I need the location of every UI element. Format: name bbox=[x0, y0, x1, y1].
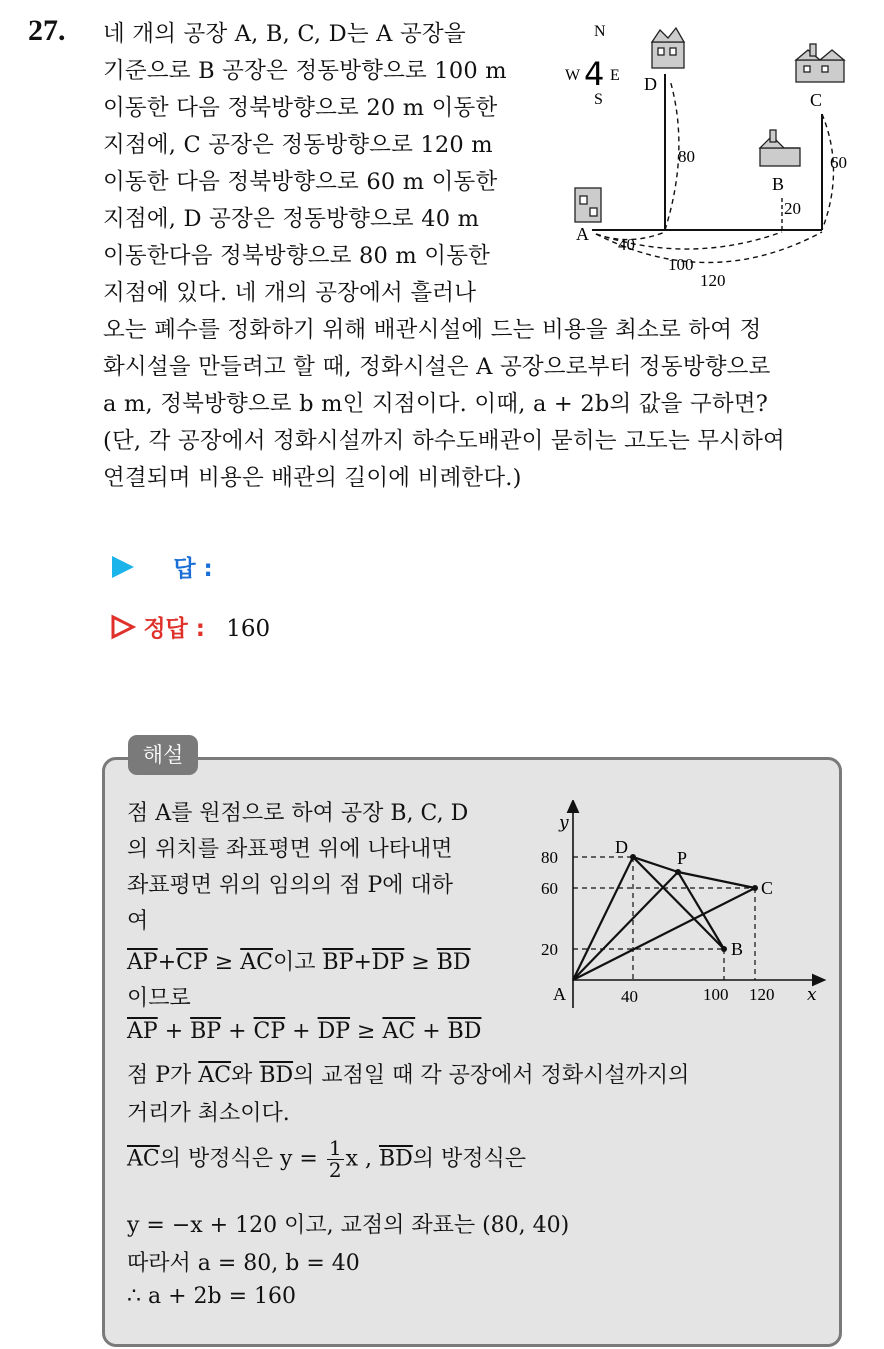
solution-line-4: 여 bbox=[127, 909, 149, 934]
factory-c-icon bbox=[796, 44, 844, 82]
correct-answer-row bbox=[110, 610, 270, 643]
solution-inequality-1: $\overline{AP}+\overline{CP} \ge \overline{AC}$이고 $\overline{BP}+\overline{DP} \ge \overline{BD}$ bbox=[127, 950, 471, 975]
question-line-4: 지점에, C 공장은 정동방향으로 120 m bbox=[103, 132, 493, 158]
graph-point-p: P bbox=[677, 848, 688, 868]
graph-point-d: D bbox=[615, 837, 628, 857]
diagram-label-b: B bbox=[772, 174, 785, 194]
solution-line-imeuro: 이므로 bbox=[127, 986, 191, 1011]
question-line-9: 오는 폐수를 정화하기 위해 배관시설에 드는 비용을 최소로 하여 정 bbox=[103, 317, 762, 343]
solution-line-ab: 따라서 a = 80, b = 40 bbox=[127, 1251, 360, 1276]
solution-line-2: 의 위치를 좌표평면 위에 나타내면 bbox=[127, 837, 453, 862]
question-line-12: (단, 각 공장에서 정화시설까지 하수도배관이 묻히는 고도는 무시하여 bbox=[103, 428, 785, 454]
question-line-13: 연결되며 비용은 배관의 길이에 비례한다.) bbox=[103, 465, 522, 491]
outline-triangle-icon bbox=[110, 614, 136, 640]
compass-s: S bbox=[594, 91, 603, 108]
factory-a-icon bbox=[575, 188, 601, 222]
ytick-80: 80 bbox=[541, 848, 558, 867]
y-axis-label: y bbox=[559, 813, 569, 833]
compass-w: W bbox=[565, 67, 581, 84]
question-line-11: a m, 정북방향으로 b m인 지점이다. 이때, a + 2b의 값을 구하면? bbox=[103, 391, 769, 417]
graph-point-b: B bbox=[731, 939, 744, 959]
question-line-10: 화시설을 만들려고 할 때, 정화시설은 A 공장으로부터 정동방향으로 bbox=[103, 354, 771, 380]
solution-tab: 해설 bbox=[128, 735, 198, 775]
answer-label: 답 : bbox=[173, 556, 213, 582]
diagram-label-d: D bbox=[644, 74, 657, 94]
factory-b-icon bbox=[760, 130, 800, 166]
xtick-100: 100 bbox=[703, 985, 729, 1004]
diagram-label-20: 20 bbox=[784, 199, 801, 218]
question-line-1: 네 개의 공장 A, B, C, D는 A 공장을 bbox=[103, 21, 466, 47]
diagram-label-a: A bbox=[576, 224, 589, 244]
fraction-one-half: $\frac{1}{2}$ bbox=[328, 1136, 342, 1182]
solution-line-final: ∴ a + 2b = 160 bbox=[127, 1284, 297, 1309]
xtick-40: 40 bbox=[621, 987, 638, 1006]
x-axis-label: x bbox=[807, 985, 817, 1005]
ytick-20: 20 bbox=[541, 940, 558, 959]
graph-point-c: C bbox=[761, 878, 774, 898]
correct-answer-label: 정답 : bbox=[143, 616, 205, 642]
solution-line-minimum: 거리가 최소이다. bbox=[127, 1101, 290, 1126]
compass-n: N bbox=[594, 23, 606, 40]
question-line-7: 이동한다음 정북방향으로 80 m 이동한 bbox=[103, 243, 491, 269]
question-line-3: 이동한 다음 정북방향으로 20 m 이동한 bbox=[103, 95, 498, 121]
solution-line-1: 점 A를 원점으로 하여 공장 B, C, D bbox=[127, 801, 469, 826]
question-line-2: 기준으로 B 공장은 정동방향으로 100 m bbox=[103, 58, 507, 84]
play-triangle-icon bbox=[110, 554, 136, 580]
factory-diagram bbox=[560, 10, 870, 300]
solution-inequality-2: $\overline{AP} + \overline{BP} + \overline{CP} + \overline{DP} \ge \overline{AC} + \overline{BD}$ bbox=[127, 1019, 482, 1044]
question-line-6: 지점에, D 공장은 정동방향으로 40 m bbox=[103, 206, 480, 232]
coordinate-graph bbox=[535, 800, 830, 1015]
correct-answer-value: 160 bbox=[226, 616, 271, 642]
solution-line-eq2: y = −x + 120 이고, 교점의 좌표는 (80, 40) bbox=[127, 1213, 570, 1238]
question-number: 27. bbox=[28, 14, 66, 47]
factory-d-icon bbox=[652, 28, 684, 68]
diagram-label-120: 120 bbox=[700, 271, 726, 290]
xtick-120: 120 bbox=[749, 985, 775, 1004]
question-line-8: 지점에 있다. 네 개의 공장에서 흘러나 bbox=[103, 280, 477, 306]
answer-row bbox=[110, 550, 213, 583]
diagram-label-40: 40 bbox=[618, 235, 635, 254]
compass-arrow-icon: 4 bbox=[584, 55, 605, 93]
compass-e: E bbox=[610, 67, 620, 84]
diagram-label-c: C bbox=[810, 90, 823, 110]
question-line-5: 이동한 다음 정북방향으로 60 m 이동한 bbox=[103, 169, 498, 195]
ytick-60: 60 bbox=[541, 879, 558, 898]
solution-line-3: 좌표평면 위의 임의의 점 P에 대하 bbox=[127, 873, 454, 898]
solution-line-equations: $\overline{AC}$의 방정식은 y = $\frac{1}{2}$ x , $\overline{BD}$의 방정식은 bbox=[127, 1136, 527, 1182]
diagram-label-80: 80 bbox=[678, 147, 695, 166]
solution-line-intersection: 점 P가 $\overline{AC}$와 $\overline{BD}$의 교점일 때 각 공장에서 정화시설까지의 bbox=[127, 1063, 690, 1088]
graph-origin-a: A bbox=[553, 984, 566, 1004]
diagram-label-100: 100 bbox=[668, 255, 694, 274]
diagram-label-60: 60 bbox=[830, 153, 847, 172]
